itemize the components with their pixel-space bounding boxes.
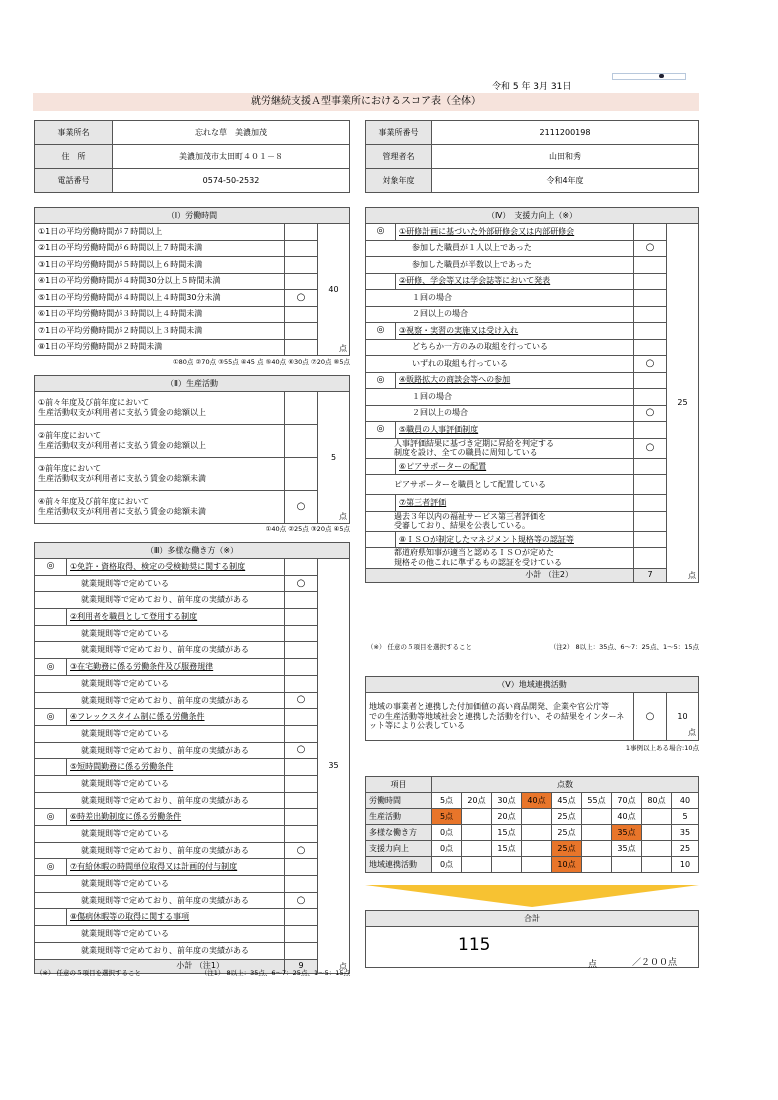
s4-check-mark bbox=[634, 511, 667, 531]
s4-select-mark bbox=[366, 458, 396, 475]
pts-row-total: 10 bbox=[672, 857, 699, 873]
s4-select-mark: ◎ bbox=[366, 224, 396, 241]
s1-mark: ○ bbox=[285, 290, 318, 307]
s4-select-mark: ◎ bbox=[366, 372, 396, 389]
pts-row-name: 生産活動 bbox=[366, 809, 432, 825]
s4-check-mark bbox=[634, 389, 667, 406]
s4-sub-item: ピアサポーターを職員として配置している bbox=[366, 475, 634, 495]
s2-note: ①40点 ②25点 ③20点 ④5点 bbox=[265, 525, 350, 533]
s3-check-mark: ○ bbox=[285, 842, 318, 859]
pts-cell bbox=[582, 841, 612, 857]
s3-select-mark: ◎ bbox=[35, 709, 67, 726]
s4-check-mark: ○ bbox=[634, 438, 667, 458]
pts-cell: 30点 bbox=[492, 793, 522, 809]
total-box bbox=[365, 910, 699, 968]
pts-row-name: 多様な働き方 bbox=[366, 825, 432, 841]
no-label: 事業所番号 bbox=[366, 121, 432, 145]
s4-item-header: ⑦第三者評価 bbox=[396, 495, 634, 512]
pts-cell: 5点 bbox=[432, 809, 462, 825]
s1-mark bbox=[285, 240, 318, 257]
pts-cell bbox=[642, 857, 672, 873]
s4-score-cell bbox=[667, 224, 699, 583]
pts-cell: 0点 bbox=[432, 841, 462, 857]
section-5 bbox=[365, 676, 699, 741]
pts-cell: 45点 bbox=[552, 793, 582, 809]
s5-note: 1事例以上ある場合:10点 bbox=[625, 744, 699, 752]
year-value: 令和4年度 bbox=[432, 169, 699, 193]
s4-item-header: ③視察・実習の実施又は受け入れ bbox=[396, 323, 634, 340]
s2-unit: 点 bbox=[339, 512, 347, 522]
s2-item: ④前々年度及び前年度において 生産活動収支が利用者に支払う賃金の総額未満 bbox=[35, 491, 285, 524]
pts-row-total: 25 bbox=[672, 841, 699, 857]
s3-check-mark bbox=[285, 775, 318, 792]
s1-mark bbox=[285, 306, 318, 323]
section-2 bbox=[34, 375, 350, 524]
pts-cell bbox=[462, 841, 492, 857]
s3-select-mark: ◎ bbox=[35, 859, 67, 876]
tel-label: 電話番号 bbox=[35, 169, 113, 193]
s1-item: ②1日の平均労働時間が６時間以上７時間未満 bbox=[35, 240, 285, 257]
mgr-value: 山田和秀 bbox=[432, 145, 699, 169]
addr-value: 美濃加茂市太田町４０１－８ bbox=[113, 145, 350, 169]
s3-item-header: ①免許・資格取得、検定の受検勧奨に関する制度 bbox=[67, 559, 285, 576]
s3-select-mark bbox=[35, 759, 67, 776]
s4-item-header: ⑥ピアサポーターの配置 bbox=[396, 458, 634, 475]
year-label: 対象年度 bbox=[366, 169, 432, 193]
pts-cell bbox=[642, 841, 672, 857]
s2-mark bbox=[285, 425, 318, 458]
pts-row-name: 支援力向上 bbox=[366, 841, 432, 857]
s4-sub-item: ２回以上の場合 bbox=[366, 306, 634, 323]
section-3 bbox=[34, 542, 350, 974]
pts-row-total: 35 bbox=[672, 825, 699, 841]
s1-mark bbox=[285, 257, 318, 274]
pts-cell: 70点 bbox=[612, 793, 642, 809]
s3-select-mark: ◎ bbox=[35, 809, 67, 826]
s3-check-mark: ○ bbox=[285, 742, 318, 759]
s1-score-cell bbox=[318, 224, 350, 356]
pts-cell: 40点 bbox=[612, 809, 642, 825]
pts-cell bbox=[522, 857, 552, 873]
pts-cell: 20点 bbox=[462, 793, 492, 809]
s4-sub-item: １回の場合 bbox=[366, 389, 634, 406]
s4-check-mark bbox=[634, 257, 667, 274]
pts-cell: 35点 bbox=[612, 841, 642, 857]
addr-label: 住 所 bbox=[35, 145, 113, 169]
s1-item: ⑦1日の平均労働時間が２時間以上３時間未満 bbox=[35, 323, 285, 340]
s3-check-mark bbox=[285, 592, 318, 609]
pts-row-total: 5 bbox=[672, 809, 699, 825]
s3-sub-item: 就業規則等で定めている bbox=[35, 675, 285, 692]
s3-sub-item: 就業規則等で定めている bbox=[35, 826, 285, 843]
s3-item-header: ③在宅勤務に係る労働条件及び服務規律 bbox=[67, 659, 285, 676]
pts-cell bbox=[462, 857, 492, 873]
total-label: 合計 bbox=[366, 911, 698, 927]
pts-cell bbox=[522, 809, 552, 825]
pts-cell bbox=[582, 857, 612, 873]
s1-item: ④1日の平均労働時間が４時間30分以上５時間未満 bbox=[35, 273, 285, 290]
s3-subtotal: 9 bbox=[285, 959, 318, 973]
s3-subtotal-label: 小計 （注1） bbox=[35, 959, 285, 973]
s4-check-mark: ○ bbox=[634, 240, 667, 257]
s4-sub-item: １回の場合 bbox=[366, 290, 634, 307]
s3-check-mark bbox=[285, 876, 318, 893]
s4-subtotal: 7 bbox=[634, 568, 667, 582]
s2-title: （Ⅱ）生産活動 bbox=[35, 376, 350, 392]
s4-sub-item: 参加した職員が半数以上であった bbox=[366, 257, 634, 274]
points-table bbox=[365, 776, 699, 873]
s4-select-mark bbox=[366, 495, 396, 512]
s3-item-header: ⑦有給休暇の時間単位取得又は計画的付与制度 bbox=[67, 859, 285, 876]
s4-sub-item: 参加した職員が１人以上であった bbox=[366, 240, 634, 257]
s4-check-mark bbox=[634, 290, 667, 307]
pts-item-header: 項目 bbox=[366, 777, 432, 793]
s3-item-header: ②利用者を職員として登用する制度 bbox=[67, 609, 285, 626]
s1-item: ①1日の平均労働時間が７時間以上 bbox=[35, 224, 285, 241]
s4-item-header: ②研修、学会等又は学会誌等において発表 bbox=[396, 273, 634, 290]
section-1 bbox=[34, 207, 350, 356]
s3-check-mark: ○ bbox=[285, 575, 318, 592]
pts-cell: 25点 bbox=[552, 825, 582, 841]
s4-unit: 点 bbox=[688, 570, 696, 580]
s3-select-mark bbox=[35, 909, 67, 926]
s2-score: 5 bbox=[330, 452, 337, 462]
s3-title: （Ⅲ）多様な働き方（※） bbox=[35, 543, 350, 559]
s3-score: 35 bbox=[328, 760, 339, 770]
s5-score: 10 bbox=[677, 711, 688, 721]
s3-select-mark: ◎ bbox=[35, 659, 67, 676]
s3-select-mark: ◎ bbox=[35, 559, 67, 576]
s5-unit: 点 bbox=[688, 728, 696, 738]
s3-sub-item: 就業規則等で定めており、前年度の実績がある bbox=[35, 692, 285, 709]
s4-sub-item: 過去３年以内の福祉サービス第三者評価を 受審しており、結果を公表している。 bbox=[366, 511, 634, 531]
s4-check-mark bbox=[634, 475, 667, 495]
s4-item-header: ⑤職員の人事評価制度 bbox=[396, 422, 634, 439]
s3-sub-item: 就業規則等で定めている bbox=[35, 876, 285, 893]
s4-item-header: ④販路拡大の商談会等への参加 bbox=[396, 372, 634, 389]
pts-row-name: 労働時間 bbox=[366, 793, 432, 809]
s2-mark: ○ bbox=[285, 491, 318, 524]
tel-value: 0574-50-2532 bbox=[113, 169, 350, 193]
s2-item: ①前々年度及び前年度において 生産活動収支が利用者に支払う賃金の総額以上 bbox=[35, 392, 285, 425]
s1-item: ⑤1日の平均労働時間が４時間以上４時間30分未満 bbox=[35, 290, 285, 307]
s3-sub-item: 就業規則等で定めており、前年度の実績がある bbox=[35, 742, 285, 759]
s3-sub-item: 就業規則等で定めており、前年度の実績がある bbox=[35, 892, 285, 909]
s4-score: 25 bbox=[677, 397, 688, 407]
pts-cell bbox=[522, 841, 552, 857]
s3-sub-item: 就業規則等で定めている bbox=[35, 775, 285, 792]
s4-sub-item: 都道府県知事が適当と認めるＩＳＯが定めた 規格その他これに準ずるもの認証を受けている bbox=[366, 548, 634, 568]
mgr-label: 管理者名 bbox=[366, 145, 432, 169]
s1-item: ⑥1日の平均労働時間が３時間以上４時間未満 bbox=[35, 306, 285, 323]
pts-cell bbox=[582, 809, 612, 825]
s1-mark bbox=[285, 224, 318, 241]
s3-item-header: ⑥時差出勤制度に係る労働条件 bbox=[67, 809, 285, 826]
down-arrow-icon bbox=[365, 885, 699, 907]
s3-item-header: ④フレックスタイム制に係る労働条件 bbox=[67, 709, 285, 726]
s3-sub-item: 就業規則等で定めており、前年度の実績がある bbox=[35, 842, 285, 859]
pts-row-total: 40 bbox=[672, 793, 699, 809]
s3-sub-item: 就業規則等で定めており、前年度の実績がある bbox=[35, 642, 285, 659]
pts-cell: 10点 bbox=[552, 857, 582, 873]
no-value: 2111200198 bbox=[432, 121, 699, 145]
pts-cell bbox=[522, 825, 552, 841]
s1-item: ⑧1日の平均労働時間が２時間未満 bbox=[35, 339, 285, 356]
s4-sub-item: いずれの取組も行っている bbox=[366, 356, 634, 373]
s3-note-right: （注1） 8以上：35点、6～7：25点、1～5：15点 bbox=[200, 969, 350, 977]
pts-cell bbox=[642, 809, 672, 825]
pts-cell bbox=[642, 825, 672, 841]
s4-sub-item: どちらか一方のみの取組を行っている bbox=[366, 339, 634, 356]
page-title: 就労継続支援Ａ型事業所におけるスコア表（全体） bbox=[33, 93, 699, 111]
s5-mark: ○ bbox=[634, 693, 667, 741]
s4-subtotal-label: 小計 （注2） bbox=[366, 568, 634, 582]
s3-sub-item: 就業規則等で定めている bbox=[35, 575, 285, 592]
s4-check-mark bbox=[634, 339, 667, 356]
s1-title: （Ⅰ）労働時間 bbox=[35, 208, 350, 224]
s3-item-header: ⑤短時間勤務に係る労働条件 bbox=[67, 759, 285, 776]
section-4 bbox=[365, 207, 699, 583]
s3-score-cell bbox=[318, 559, 350, 974]
s4-sub-item: 人事評価結果に基づき定期に昇給を判定する 制度を設け、全ての職員に周知している bbox=[366, 438, 634, 458]
s4-sub-item: ２回以上の場合 bbox=[366, 405, 634, 422]
s1-mark bbox=[285, 339, 318, 356]
pts-cell: 40点 bbox=[522, 793, 552, 809]
s4-item-header: ①研修計画に基づいた外部研修会又は内部研修会 bbox=[396, 224, 634, 241]
s2-item: ③前年度において 生産活動収支が利用者に支払う賃金の総額未満 bbox=[35, 458, 285, 491]
stamp-dot bbox=[659, 74, 664, 78]
pts-cell: 5点 bbox=[432, 793, 462, 809]
s3-check-mark bbox=[285, 642, 318, 659]
s1-note: ①80点 ②70点 ③55点 ④45 点 ⑤40点 ⑥30点 ⑦20点 ⑧5点 bbox=[172, 358, 350, 366]
s3-check-mark bbox=[285, 926, 318, 943]
pts-cell: 25点 bbox=[552, 809, 582, 825]
s3-check-mark bbox=[285, 792, 318, 809]
s3-check-mark bbox=[285, 675, 318, 692]
s4-select-mark: ◎ bbox=[366, 422, 396, 439]
s4-select-mark bbox=[366, 273, 396, 290]
s3-check-mark bbox=[285, 625, 318, 642]
total-value: 115 bbox=[458, 935, 491, 955]
s2-mark bbox=[285, 392, 318, 425]
name-label: 事業所名 bbox=[35, 121, 113, 145]
s3-check-mark bbox=[285, 942, 318, 959]
pts-cell: 35点 bbox=[612, 825, 642, 841]
name-value: 忘れな草 美濃加茂 bbox=[113, 121, 350, 145]
s3-check-mark bbox=[285, 826, 318, 843]
s4-note-left: （※） 任意の５項目を選択すること bbox=[367, 643, 473, 651]
s2-score-cell bbox=[318, 392, 350, 524]
pts-cell: 15点 bbox=[492, 825, 522, 841]
s4-note-right: （注2） 8以上：35点、6～7：25点、1～5：15点 bbox=[549, 643, 699, 651]
info-left bbox=[34, 120, 350, 193]
s2-item: ②前年度において 生産活動収支が利用者に支払う賃金の総額以上 bbox=[35, 425, 285, 458]
s3-sub-item: 就業規則等で定めており、前年度の実績がある bbox=[35, 792, 285, 809]
s3-note-left: （※） 任意の５項目を選択すること bbox=[36, 969, 142, 977]
pts-cell bbox=[612, 857, 642, 873]
s3-select-mark bbox=[35, 609, 67, 626]
pts-cell: 55点 bbox=[582, 793, 612, 809]
s1-score: 40 bbox=[328, 284, 339, 294]
s1-item: ③1日の平均労働時間が５時間以上６時間未満 bbox=[35, 257, 285, 274]
info-right bbox=[365, 120, 699, 193]
s5-text: 地域の事業者と連携した付加価値の高い商品開発、企業や官公庁等 での生産活動等地域社会と連携した活動を行い、その結果をインターネット等により公表している bbox=[366, 693, 634, 741]
s3-sub-item: 就業規則等で定めており、前年度の実績がある bbox=[35, 942, 285, 959]
s1-mark bbox=[285, 273, 318, 290]
s4-select-mark bbox=[366, 531, 396, 548]
s3-sub-item: 就業規則等で定めている bbox=[35, 926, 285, 943]
s5-title: （Ⅴ）地域連携活動 bbox=[366, 677, 699, 693]
pts-cell bbox=[462, 825, 492, 841]
pts-cell: 25点 bbox=[552, 841, 582, 857]
s1-unit: 点 bbox=[339, 344, 347, 354]
s4-check-mark: ○ bbox=[634, 356, 667, 373]
s2-mark bbox=[285, 458, 318, 491]
s3-sub-item: 就業規則等で定めている bbox=[35, 725, 285, 742]
s4-check-mark bbox=[634, 548, 667, 568]
s3-sub-item: 就業規則等で定めている bbox=[35, 625, 285, 642]
s4-select-mark: ◎ bbox=[366, 323, 396, 340]
total-unit: 点 bbox=[588, 960, 598, 970]
pts-cell: 0点 bbox=[432, 857, 462, 873]
s4-item-header: ⑧ＩＳＯが制定したマネジメント規格等の認証等 bbox=[396, 531, 634, 548]
pts-cell bbox=[582, 825, 612, 841]
stamp-box bbox=[612, 73, 686, 80]
pts-row-name: 地域連携活動 bbox=[366, 857, 432, 873]
pts-cell bbox=[462, 809, 492, 825]
pts-cell: 15点 bbox=[492, 841, 522, 857]
pts-cell bbox=[492, 857, 522, 873]
s3-check-mark: ○ bbox=[285, 892, 318, 909]
pts-cell: 80点 bbox=[642, 793, 672, 809]
pts-cell: 0点 bbox=[432, 825, 462, 841]
s3-unit: 点 bbox=[339, 961, 347, 971]
s4-title: （Ⅳ） 支援力向上（※） bbox=[366, 208, 699, 224]
pts-cell: 20点 bbox=[492, 809, 522, 825]
s4-check-mark: ○ bbox=[634, 405, 667, 422]
s4-check-mark bbox=[634, 306, 667, 323]
s3-item-header: ⑧傷病休暇等の取得に関する事項 bbox=[67, 909, 285, 926]
date: 令和 5 年 3月 31日 bbox=[492, 82, 572, 92]
s1-mark bbox=[285, 323, 318, 340]
s3-sub-item: 就業規則等で定めており、前年度の実績がある bbox=[35, 592, 285, 609]
pts-header: 点数 bbox=[432, 777, 699, 793]
s3-check-mark bbox=[285, 725, 318, 742]
total-max: ／２００点 bbox=[632, 958, 678, 968]
s3-check-mark: ○ bbox=[285, 692, 318, 709]
